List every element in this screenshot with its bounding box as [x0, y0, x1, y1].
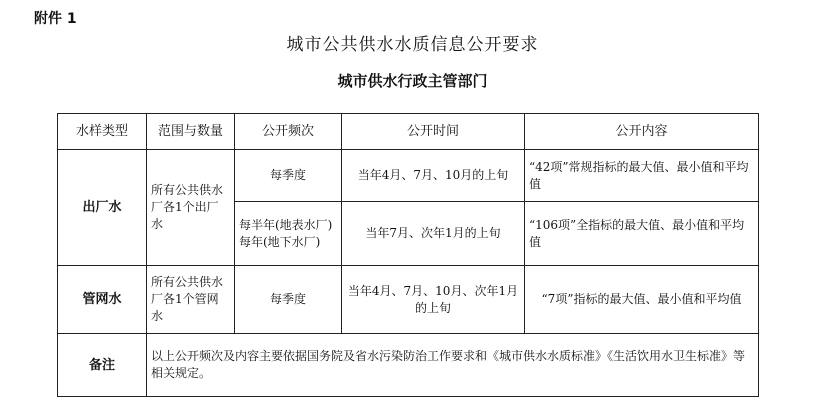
scope-network: 所有公共供水厂各1个管网水	[147, 266, 235, 334]
scope-outlet: 所有公共供水厂各1个出厂水	[147, 150, 235, 266]
sample-type-network: 管网水	[58, 266, 147, 334]
column-header-frequency: 公开频次	[235, 114, 342, 150]
remark-label: 备注	[58, 334, 147, 397]
time-cell: 当年4月、7月、10月的上旬	[342, 150, 525, 202]
table-row	[58, 334, 759, 397]
column-header-content: 公开内容	[525, 114, 759, 150]
time-cell: 当年4月、7月、10月、次年1月的上旬	[342, 266, 525, 334]
water-quality-disclosure-table	[57, 113, 759, 397]
sample-type-outlet: 出厂水	[58, 150, 147, 266]
frequency-cell	[235, 202, 342, 266]
column-header-sample-type: 水样类型	[58, 114, 147, 150]
frequency-line: 每年(地下水厂)	[239, 234, 321, 249]
frequency-line: 每半年(地表水厂)	[239, 217, 333, 232]
column-header-time: 公开时间	[342, 114, 525, 150]
time-cell: 当年7月、次年1月的上旬	[342, 202, 525, 266]
table-row	[58, 150, 759, 202]
frequency-cell: 每季度	[235, 266, 342, 334]
document-subtitle: 城市供水行政主管部门	[337, 72, 488, 90]
content-cell: “42项”常规指标的最大值、最小值和平均值	[525, 150, 759, 202]
table-row	[58, 266, 759, 334]
content-cell: “7项”指标的最大值、最小值和平均值	[525, 266, 759, 334]
attachment-label: 附件 1	[34, 11, 77, 27]
column-header-scope: 范围与数量	[147, 114, 235, 150]
document-title: 城市公共供水水质信息公开要求	[286, 35, 539, 55]
frequency-cell: 每季度	[235, 150, 342, 202]
table-header-row	[58, 114, 759, 150]
content-cell: “106项”全指标的最大值、最小值和平均值	[525, 202, 759, 266]
remark-text: 以上公开频次及内容主要依据国务院及省水污染防治工作要求和《城市供水水质标准》《生活饮用水卫生标准》等相关规定。	[147, 334, 759, 397]
